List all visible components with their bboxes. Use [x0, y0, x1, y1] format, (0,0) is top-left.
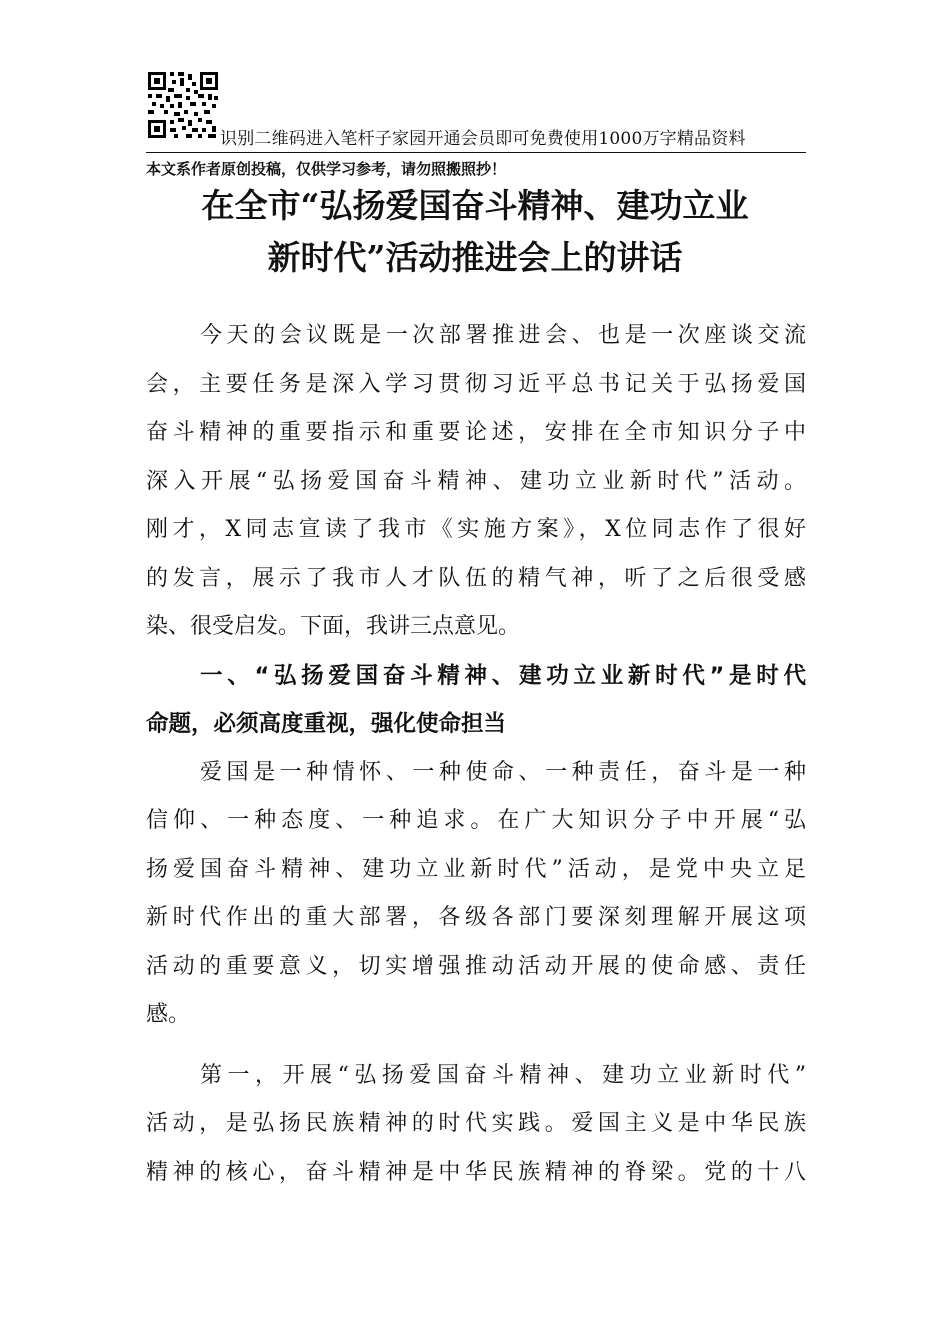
text-line: 染、很受启发。下面，我讲三点意见。: [146, 614, 521, 639]
heading-line: 一、“弘扬爱国奋斗精神、建功立业新时代”是时代: [200, 662, 806, 689]
text-line: 新时代作出的重大部署，各级各部门要深刻理解开展这项: [146, 905, 806, 930]
paragraph-gap: [146, 1040, 806, 1052]
text-line: 第一，开展“弘扬爱国奋斗精神、建功立业新时代”: [200, 1062, 806, 1088]
text-line: 的发言，展示了我市人才队伍的精气神，听了之后很受感: [146, 565, 806, 591]
document-title: [100, 180, 850, 284]
text-line: 深入开展“弘扬爱国奋斗精神、建功立业新时代”活动。: [146, 468, 806, 494]
title-line-1: 在全市“弘扬爱国奋斗精神、建功立业: [201, 186, 749, 225]
header-notice: 识别二维码进入笔杆子家园开通会员即可免费使用1000万字精品资料: [220, 129, 746, 149]
paragraph-3: [146, 1052, 806, 1198]
text-line: 精神的核心，奋斗精神是中华民族精神的脊梁。党的十八: [146, 1159, 806, 1185]
paragraph-intro: [146, 312, 806, 652]
text-line: 活动的重要意义，切实增强推动活动开展的使命感、责任: [146, 953, 806, 979]
text-line: 活动，是弘扬民族精神的时代实践。爱国主义是中华民族: [146, 1111, 806, 1136]
text-line: 会，主要任务是深入学习贯彻习近平总书记关于弘扬爱国: [146, 371, 806, 397]
text-line: 扬爱国奋斗精神、建功立业新时代”活动，是党中央立足: [146, 856, 806, 882]
text-line: 刚才，X同志宣读了我市《实施方案》，X位同志作了很好: [146, 517, 806, 542]
text-line: 爱国是一种情怀、一种使命、一种责任，奋斗是一种: [200, 759, 806, 785]
paragraph-2: [146, 749, 806, 1040]
section-heading-1: [146, 652, 806, 749]
text-line: 奋斗精神的重要指示和重要论述，安排在全市知识分子中: [146, 420, 806, 445]
title-line-2: 新时代”活动推进会上的讲话: [267, 238, 683, 277]
qr-code-icon[interactable]: [146, 70, 220, 140]
text-line: 信仰、一种态度、一种追求。在广大知识分子中开展“弘: [146, 808, 806, 833]
document-body: [146, 312, 806, 1197]
heading-line: 命题，必须高度重视，强化使命担当: [146, 711, 507, 737]
text-line: 今天的会议既是一次部署推进会、也是一次座谈交流: [200, 323, 806, 348]
text-line: 感。: [146, 1002, 191, 1027]
header-divider: [146, 152, 806, 153]
copyright-notice: 本文系作者原创投稿，仅供学习参考，请勿照搬照抄！: [146, 160, 507, 178]
